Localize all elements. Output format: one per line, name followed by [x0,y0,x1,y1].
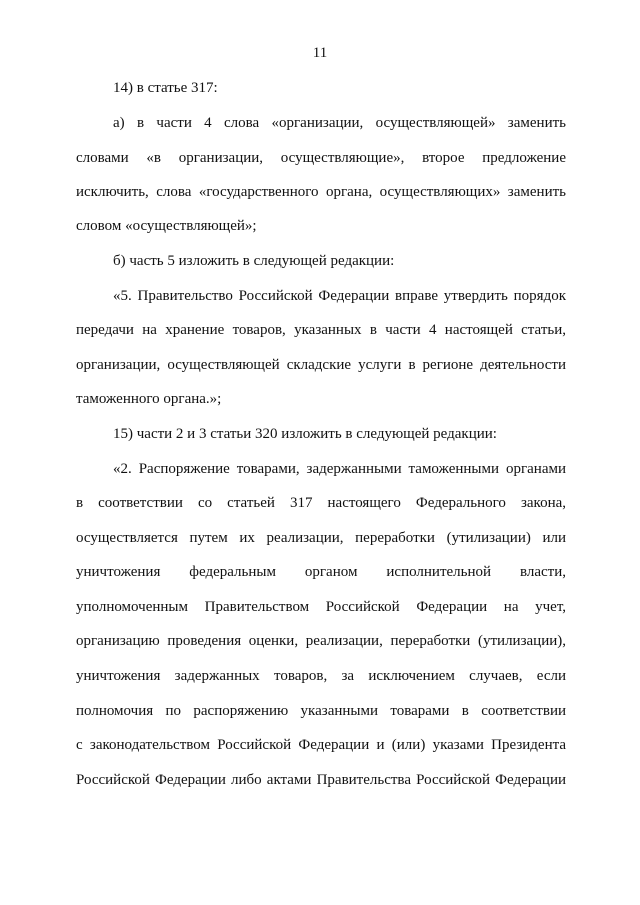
page-number: 11 [312,45,328,61]
text-line: осуществляется путем их реализации, переработки (утилизации) или [76,530,566,546]
text-line: с законодательством Российской Федерации и (или) указами Президента [76,737,566,753]
text-line: полномочия по распоряжению указанными товарами в соответствии [76,703,566,719]
text-line: организацию проведения оценки, реализации, переработки (утилизации), [76,633,566,649]
text-line: уничтожения задержанных товаров, за исключением случаев, если [76,668,566,684]
text-line: «5. Правительство Российской Федерации вправе утвердить порядок [113,288,566,304]
text-line: уничтожения федеральным органом исполнительной власти, [76,564,566,580]
text-line: б) часть 5 изложить в следующей редакции: [113,253,395,269]
text-line: 15) части 2 и 3 статьи 320 изложить в следующей редакции: [113,426,497,442]
text-line: таможенного органа.»; [76,391,222,407]
text-line: передачи на хранение товаров, указанных в части 4 настоящей статьи, [76,322,566,338]
text-line: 14) в статье 317: [113,80,218,96]
text-line: уполномоченным Правительством Российской Федерации на учет, [76,599,566,615]
text-line: в соответствии со статьей 317 настоящего Федерального закона, [76,495,566,511]
text-line: словами «в организации, осуществляющие», второе предложение [76,150,566,166]
text-line: исключить, слова «государственного органа, осуществляющих» заменить [76,184,566,200]
text-line: «2. Распоряжение товарами, задержанными таможенными органами [113,461,566,477]
text-line: словом «осуществляющей»; [76,218,257,234]
text-line: организации, осуществляющей складские услуги в регионе деятельности [76,357,566,373]
text-line: а) в части 4 слова «организации, осуществляющей» заменить [113,115,566,131]
text-line: Российской Федерации либо актами Правительства Российской Федерации [76,772,566,788]
